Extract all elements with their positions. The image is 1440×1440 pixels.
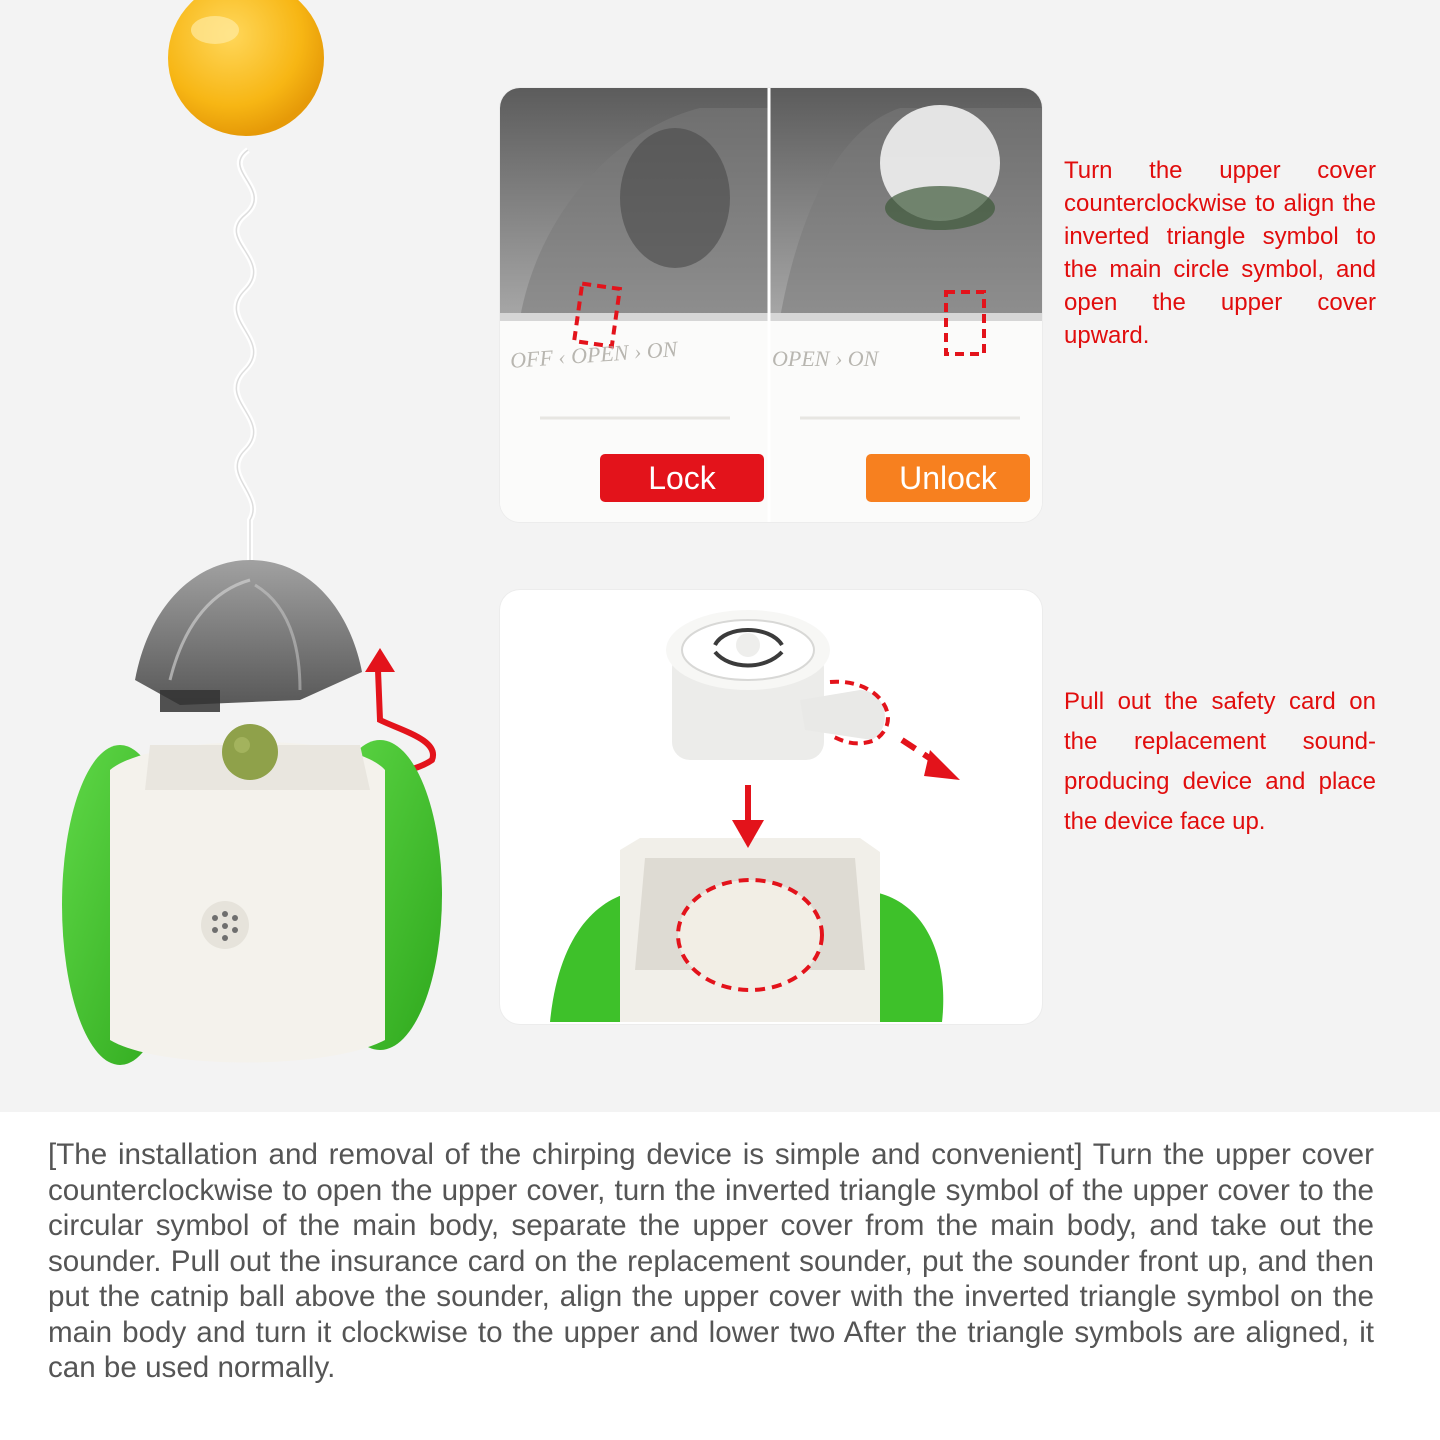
sounder-replacement-panel: [500, 590, 1042, 1024]
upper-cover-instruction: Turn the upper cover counterclockwise to align the inverted triangle symbol to the main circle symbol, and open the upper cover upward.: [1064, 157, 1376, 349]
toy-exploded-illustration: [0, 0, 500, 1110]
installation-description: [The installation and removal of the chirping device is simple and convenient] Turn the upper cover counterclockwise to open the upper cover, turn the inverted triangle symbol of the upper cover to the circular symbol of the main body, separate the upper cover from the main body, and take out the sounder. Pull out the insurance card on the replacement sounder, put the sounder front up, and then put the catnip ball above the sounder, align the upper cover with the inverted triangle symbol on the main body and turn it clockwise to the upper and lower two After the triangle symbols are aligned, it can be used normally.: [48, 1138, 1374, 1384]
catnip-ball: [222, 724, 278, 780]
yellow-ball: [168, 0, 324, 136]
spring-wire: [236, 150, 254, 560]
lock-badge: Lock: [600, 454, 764, 502]
safety-card-instruction: Pull out the safety card on the replacement sound-producing device and place the device face up.: [1064, 688, 1376, 835]
unlock-scale-text: OPEN › ON: [772, 346, 879, 371]
unlock-badge: Unlock: [866, 454, 1030, 502]
lock-scale-text: OFF ‹ OPEN › ON: [509, 336, 679, 373]
